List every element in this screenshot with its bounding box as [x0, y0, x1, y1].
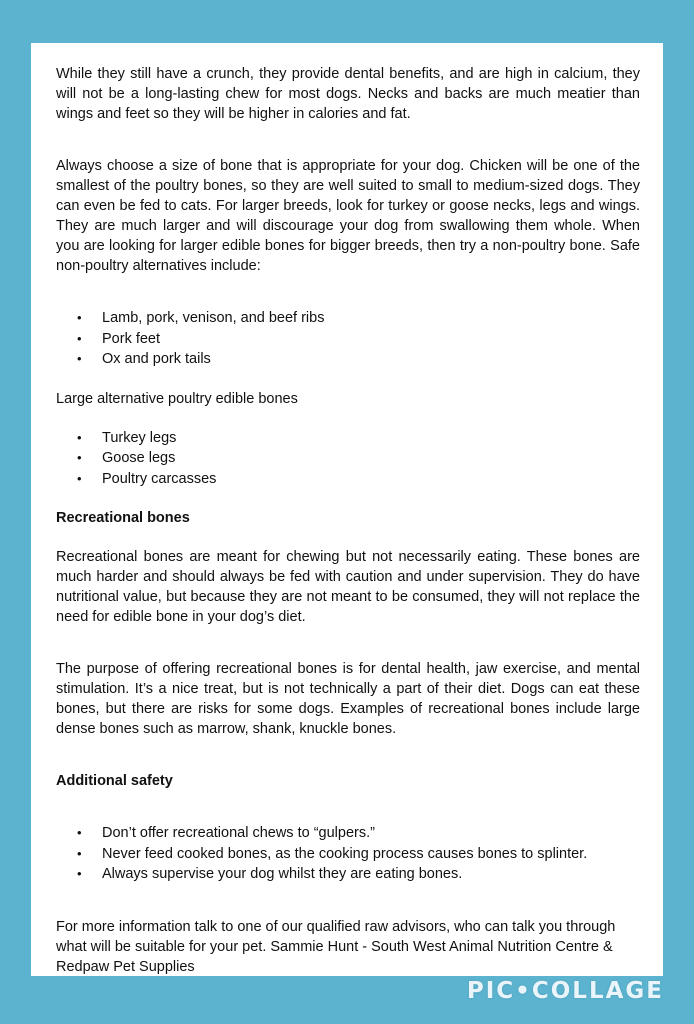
recreational-paragraph-2: The purpose of offering recreational bones is for dental health, jaw exercise, and mental stimulation. It’s a nice treat, but is not technically a part of their diet. Dogs can eat these bones, but there are risks for some dogs. Examples of recreational bones include large dense bones such as marrow, shank, knuckle bones.: [56, 661, 640, 737]
list-item: • Pork feet: [77, 329, 640, 350]
safety-list: [56, 823, 640, 885]
recreational-heading: Recreational bones: [56, 510, 190, 526]
contact-paragraph: For more information talk to one of our qualified raw advisors, who can talk you through what will be suitable for your pet. Sammie Hunt - South West Animal Nutrition Centre & Redpaw Pet Supplies: [56, 918, 616, 975]
intro-paragraph: While they still have a crunch, they provide dental benefits, and are high in calcium, they will not be a long-lasting chew for most dogs. Necks and backs are much meatier than wings and feet so they will be higher in calories and fat.: [56, 66, 640, 122]
document-page: [31, 43, 663, 976]
list-item: • Ox and pork tails: [77, 349, 640, 370]
list-item: • Turkey legs: [77, 428, 640, 449]
large-poultry-list: [56, 428, 640, 490]
list-item: • Poultry carcasses: [77, 469, 640, 490]
list-item: • Don’t offer recreational chews to “gulpers.”: [77, 823, 640, 844]
list-item: • Never feed cooked bones, as the cooking process causes bones to splinter.: [77, 844, 640, 865]
non-poultry-list: [56, 308, 640, 370]
bone-size-paragraph: Always choose a size of bone that is appropriate for your dog. Chicken will be one of the smallest of the poultry bones, so they are well suited to small to medium-sized dogs. They can even be fed to cats. For larger breeds, look for turkey or goose necks, legs and wings. They are much larger and will discourage your dog from swallowing them whole. When you are looking for larger edible bones for bigger breeds, then try a non-poultry bone. Safe non-poultry alternatives include:: [56, 158, 640, 274]
list-item: • Goose legs: [77, 448, 640, 469]
pic-collage-watermark: PIC•COLLAGE: [466, 978, 664, 1004]
safety-heading: Additional safety: [56, 773, 173, 789]
list-item: • Always supervise your dog whilst they are eating bones.: [77, 864, 640, 885]
recreational-paragraph-1: Recreational bones are meant for chewing but not necessarily eating. These bones are much harder and should always be fed with caution and under supervision. They do have nutritional value, but because they are not meant to be consumed, they will not replace the need for edible bone in your dog’s diet.: [56, 549, 640, 625]
list-item: • Lamb, pork, venison, and beef ribs: [77, 308, 640, 329]
large-poultry-heading: Large alternative poultry edible bones: [56, 390, 298, 407]
